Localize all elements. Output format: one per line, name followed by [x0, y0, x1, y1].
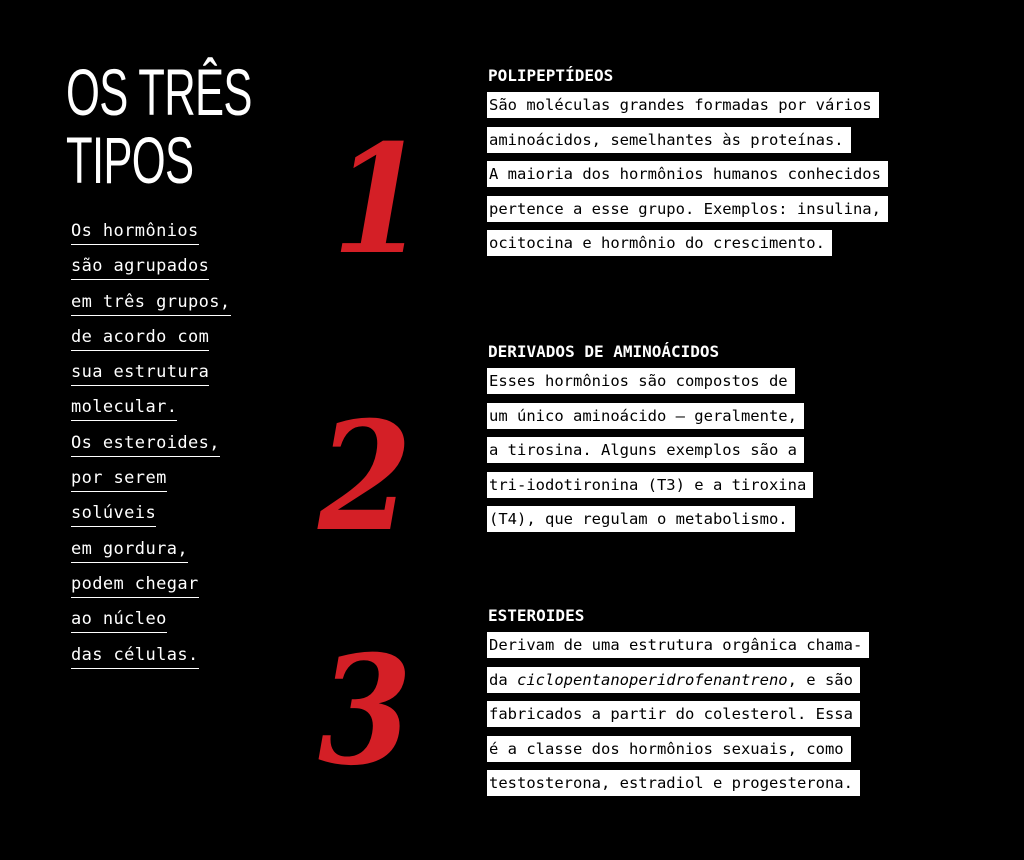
- section-text-line: fabricados a partir do colesterol. Essa: [487, 701, 860, 727]
- intro-line: são agrupados: [71, 254, 209, 280]
- section-text-line: um único aminoácido – geralmente,: [487, 403, 804, 429]
- intro-line: de acordo com: [71, 325, 209, 351]
- section-text-line: ocitocina e hormônio do crescimento.: [487, 230, 832, 256]
- intro-line: das células.: [71, 643, 199, 669]
- intro-line: Os hormônios: [71, 219, 199, 245]
- text-fragment: , e são: [787, 670, 853, 689]
- intro-line: Os esteroides,: [71, 431, 220, 457]
- section-text-line: testosterona, estradiol e progesterona.: [487, 770, 860, 796]
- section-heading: DERIVADOS DE AMINOÁCIDOS: [488, 342, 720, 361]
- section-text-line: Esses hormônios são compostos de: [487, 368, 795, 394]
- intro-line: ao núcleo: [71, 607, 167, 633]
- intro-line: molecular.: [71, 395, 177, 421]
- intro-line: sua estrutura: [71, 360, 209, 386]
- number-three: 3: [318, 623, 412, 799]
- section-text-line: aminoácidos, semelhantes às proteínas.: [487, 127, 851, 153]
- section-text-line: [487, 667, 860, 693]
- section-text-line: pertence a esse grupo. Exemplos: insulina,: [487, 196, 888, 222]
- section-text-line: (T4), que regulam o metabolismo.: [487, 506, 795, 532]
- section-polipeptideos: [487, 66, 888, 265]
- section-heading: ESTEROIDES: [488, 606, 585, 625]
- intro-line: em três grupos,: [71, 290, 231, 316]
- section-text-line: A maioria dos hormônios humanos conhecidos: [487, 161, 888, 187]
- section-heading: POLIPEPTÍDEOS: [488, 66, 614, 85]
- intro-line: em gordura,: [71, 537, 188, 563]
- section-derivados-de-aminoacidos: [487, 342, 813, 541]
- section-text-line: a tirosina. Alguns exemplos são a: [487, 437, 804, 463]
- section-text-line: Derivam de uma estrutura orgânica chama-: [487, 632, 869, 658]
- section-text-line: tri-iodotironina (T3) e a tiroxina: [487, 472, 813, 498]
- title-line-1: OS TRÊS: [66, 55, 252, 129]
- section-esteroides: [487, 606, 869, 805]
- text-fragment: da: [489, 670, 517, 689]
- number-two: 2: [318, 389, 412, 565]
- intro-line: solúveis: [71, 501, 156, 527]
- intro-text: [71, 219, 231, 678]
- title-line-2: TIPOS: [66, 123, 194, 197]
- section-text-line: São moléculas grandes formadas por vários: [487, 92, 879, 118]
- number-one: 1: [332, 112, 426, 288]
- intro-line: podem chegar: [71, 572, 199, 598]
- page-title: [66, 55, 252, 197]
- italic-term: ciclopentanoperidrofenantreno: [517, 670, 788, 689]
- section-text-line: é a classe dos hormônios sexuais, como: [487, 736, 851, 762]
- intro-line: por serem: [71, 466, 167, 492]
